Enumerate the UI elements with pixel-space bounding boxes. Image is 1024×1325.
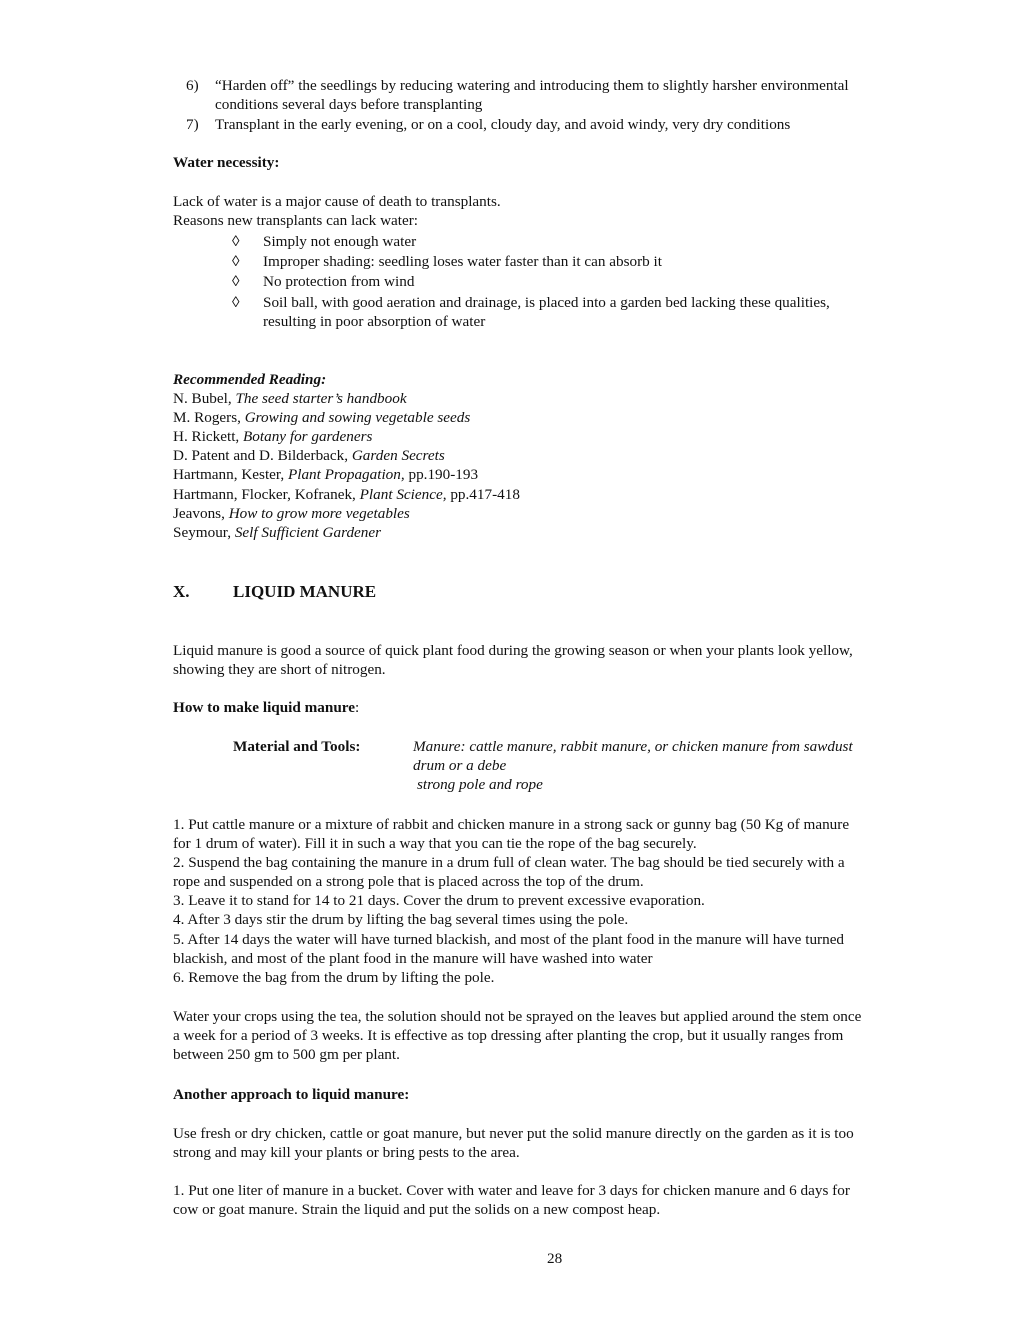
bullet-item: Soil ball, with good aeration and drainage, is placed into a garden bed lacking these qualities, <box>263 294 830 311</box>
how-to-heading-text: How to make liquid manure <box>173 699 355 716</box>
reading-title: Plant Propagation, <box>287 466 405 483</box>
another-para-line: strong and may kill your plants or bring pests to the area. <box>173 1144 520 1161</box>
reading-item <box>173 504 410 524</box>
step-line: for 1 drum of water). Fill it in such a way that you can tie the rope of the bag securely. <box>173 835 697 852</box>
water-intro-2: Reasons new transplants can lack water: <box>173 212 419 229</box>
step-6-line-1: “Harden off” the seedlings by reducing watering and introducing them to slightly harsher environmental <box>215 77 849 94</box>
intro-line-2: showing they are short of nitrogen. <box>173 661 386 678</box>
reading-author: H. Rickett, <box>173 428 240 445</box>
diamond-bullet-icon: ◊ <box>232 294 240 311</box>
reading-title: Plant Science, <box>359 486 447 503</box>
step-7-number: 7) <box>186 116 199 133</box>
reading-title: Botany for gardeners <box>243 428 373 445</box>
materials-label: Material and Tools: <box>233 738 361 755</box>
reading-author: D. Patent and D. Bilderback, <box>173 447 349 464</box>
reading-title: Growing and sowing vegetable seeds <box>244 409 471 426</box>
materials-line-3: strong pole and rope <box>417 776 543 793</box>
step-line: blackish, and most of the plant food in the manure will have washed into water <box>173 950 653 967</box>
reading-author: Seymour, <box>173 524 232 541</box>
step-line: 1. Put cattle manure or a mixture of rabbit and chicken manure in a strong sack or gunny bag (50 Kg of manure <box>173 816 850 833</box>
step-line: 5. After 14 days the water will have turned blackish, and most of the plant food in the manure will have turned <box>173 931 845 948</box>
reading-author: M. Rogers, <box>173 409 241 426</box>
water-para-line: between 250 gm to 500 gm per plant. <box>173 1046 400 1063</box>
step-6-line-2: conditions several days before transplanting <box>215 96 483 113</box>
another-step-line: cow or goat manure. Strain the liquid and put the solids on a new compost heap. <box>173 1201 661 1218</box>
section-title: LIQUID MANURE <box>233 582 377 601</box>
diamond-bullet-icon: ◊ <box>232 233 240 250</box>
diamond-bullet-icon: ◊ <box>232 253 240 270</box>
section-number: X. <box>173 582 190 601</box>
step-6-number: 6) <box>186 77 199 94</box>
step-line: 3. Leave it to stand for 14 to 21 days. Cover the drum to prevent excessive evaporation. <box>173 892 705 909</box>
reading-author: Hartmann, Flocker, Kofranek, <box>173 486 356 503</box>
step-7-line-1: Transplant in the early evening, or on a cool, cloudy day, and avoid windy, very dry conditions <box>215 116 791 133</box>
materials-line-1: Manure: cattle manure, rabbit manure, or chicken manure from sawdust <box>413 738 853 755</box>
reading-item <box>173 427 372 447</box>
water-para-line: a week for a period of 3 weeks. It is effective as top dressing after planting the crop, but it usually ranges from <box>173 1027 844 1044</box>
reading-author: Hartmann, Kester, <box>173 466 285 483</box>
how-to-heading-colon: : <box>355 699 360 716</box>
reading-title: Self Sufficient Gardener <box>234 524 382 541</box>
reading-title: How to grow more vegetables <box>228 505 410 522</box>
diamond-bullet-icon: ◊ <box>232 273 240 290</box>
step-line: rope and suspended on a strong pole that is placed across the top of the drum. <box>173 873 644 890</box>
step-line: 4. After 3 days stir the drum by lifting the bag several times using the pole. <box>173 911 629 928</box>
intro-line-1: Liquid manure is good a source of quick plant food during the growing season or when your plants look yellow, <box>173 642 853 659</box>
how-to-heading <box>173 698 359 718</box>
reading-item <box>173 389 407 409</box>
bullet-item-continuation: resulting in poor absorption of water <box>263 313 486 330</box>
water-heading: Water necessity: <box>173 154 280 171</box>
step-line: 6. Remove the bag from the drum by lifting the pole. <box>173 969 495 986</box>
materials-line-2: drum or a debe <box>413 757 507 774</box>
water-intro-1: Lack of water is a major cause of death to transplants. <box>173 193 501 210</box>
step-line: 2. Suspend the bag containing the manure in a drum full of clean water. The bag should be tied securely with a <box>173 854 845 871</box>
water-para-line: Water your crops using the tea, the solution should not be sprayed on the leaves but applied around the stem once <box>173 1008 862 1025</box>
another-step-line: 1. Put one liter of manure in a bucket. Cover with water and leave for 3 days for chicken manure and 6 days for <box>173 1182 850 1199</box>
bullet-item: No protection from wind <box>263 273 415 290</box>
another-para-line: Use fresh or dry chicken, cattle or goat manure, but never put the solid manure directly on the garden as it is too <box>173 1125 854 1142</box>
reading-item <box>173 408 470 428</box>
reading-item <box>173 485 520 505</box>
reading-item <box>173 446 445 466</box>
another-heading: Another approach to liquid manure: <box>173 1086 410 1103</box>
reading-pages: pp.417-418 <box>450 486 520 503</box>
reading-author: N. Bubel, <box>173 390 232 407</box>
reading-author: Jeavons, <box>173 505 225 522</box>
reading-pages: pp.190-193 <box>408 466 479 483</box>
page-number: 28 <box>547 1250 563 1267</box>
bullet-item: Improper shading: seedling loses water faster than it can absorb it <box>263 253 662 270</box>
bullet-item: Simply not enough water <box>263 233 417 250</box>
reading-heading: Recommended Reading: <box>173 371 327 388</box>
reading-item <box>173 465 478 485</box>
reading-title: The seed starter’s handbook <box>235 390 407 407</box>
reading-item <box>173 523 381 543</box>
reading-title: Garden Secrets <box>351 447 445 464</box>
